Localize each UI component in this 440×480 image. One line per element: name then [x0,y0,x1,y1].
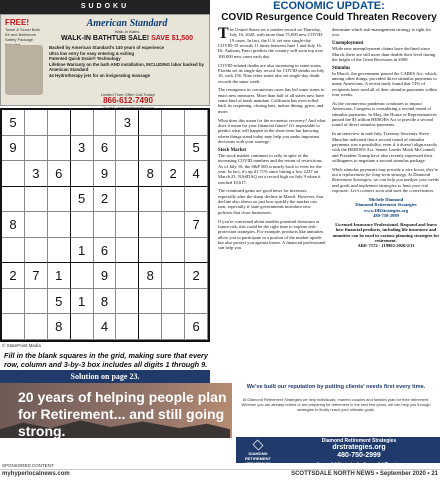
article-paragraph: If you're concerned about another potential downturn or future risk, this could be the right time to explore risk-protection strategies. For example, products like annuities allow you to participate in a portion of the market upside but also protect you against losses. A financial professional can help you [218,218,326,251]
article-paragraph: The stock market continues to rally in spite of the increasing COVID numbers and the return of restrictions. As of July 16, the S&P 500 is nearly back to even for the year. In fact, it's up 41.71% since hitting a low 2237 on March 23. NASDAQ set a record high on July 9 when it reached 10,617. [218,152,323,185]
sudoku-cell[interactable] [139,212,162,238]
bathtub-image [5,45,43,95]
sudoku-cell[interactable]: 6 [185,314,208,340]
sudoku-cell[interactable]: 9 [2,136,25,162]
sudoku-cell[interactable] [116,212,139,238]
sudoku-cell[interactable] [48,110,71,136]
license-note [332,222,440,249]
sudoku-cell[interactable] [185,187,208,213]
sudoku-cell[interactable]: 8 [94,289,117,315]
signature-name: Michele Diamond [368,196,404,202]
sudoku-instructions: Fill in the blank squares in the grid, making sure that every row, column and 3-by-3 box includes all digits 1 through 9. [4,351,208,369]
sudoku-cell[interactable] [25,212,48,238]
sudoku-cell[interactable]: 6 [94,238,117,264]
sudoku-cell[interactable] [116,314,139,340]
sudoku-cell[interactable] [116,238,139,264]
article-paragraph: In March, the government passed the CARES Act, which, among other things, provided direct stimulus payments to many Americans. A recent study found that 74% of recipients have used all of their stimulus payments within four weeks. [332,70,438,98]
sudoku-cell[interactable]: 2 [185,263,208,289]
sudoku-cell[interactable] [185,238,208,264]
ad-phone[interactable]: 866-612-7490 [103,96,153,105]
sudoku-cell[interactable] [25,238,48,264]
signature-phone[interactable]: 480-750-2999 [373,212,399,218]
article-paragraph: In an interview in mid-July, Treasury Secretary Steve Mnuchin indicated that a second round of stimulus payments was a possibility, even if it doesn't align exactly with the HEROES Act. Senate Leader Mitch McConnell and President Trump have also recently expressed their willingness to negotiate a second stimulus package. [332,131,438,163]
article-paragraph: What does this mean for the economic recovery? And what does it mean for your financial future? It's impossible to predict what will happen in the short-term but knowing where things stand today may help you make important decisions with your strategy. [218,117,326,145]
sudoku-cell[interactable] [116,161,139,187]
sudoku-cell[interactable] [48,212,71,238]
sudoku-cell[interactable]: 6 [94,136,117,162]
license-text: Licensed Insurance Professional. Respond and learn how financial products, including life insurance and annuities can be used in various planning strategies for retirement. [332,221,440,243]
sudoku-cell[interactable] [48,238,71,264]
heading-stimulus: Stimulus [332,65,351,71]
ad-company: Diamond Retirement Strategies [321,438,397,444]
footer-publication: SCOTTSDALE NORTH NEWS • September 2020 • 21 [291,471,438,477]
article-italic-note: While stimulus payments may provide a nice boost, they're not a replacement for long-term strategy. At Diamond Retirement Strategies, we can help you analyze your needs and goals and implement strategies to limit your risk exposure. Let's connect soon and start the conversation. [332,166,439,194]
sudoku-cell[interactable] [25,314,48,340]
sudoku-cell[interactable] [116,187,139,213]
ad-free-label [5,18,41,47]
article-kicker: ECONOMIC UPDATE: [273,0,385,12]
ad-web[interactable]: Or visit: www.walkintubs.com [102,105,154,110]
sudoku-cell[interactable]: 7 [185,212,208,238]
sudoku-cell[interactable] [2,187,25,213]
article-paragraph: The continued gains are good news for investors, especially after the sharp decline in March. However, that decline also shows us just how quickly the market can turn, especially if state governments introduce new policies that close businesses. [218,188,324,215]
ad-brand-sub: Walk-In Baths [114,29,140,34]
ad-headline: 20 years of helping people plan for Retirement... and still going strong. [18,389,227,439]
sudoku-cell[interactable]: 8 [139,263,162,289]
sudoku-cell[interactable] [162,263,185,289]
sudoku-cell[interactable] [139,314,162,340]
ad-phone-number[interactable]: 480-750-2999 [337,452,381,459]
sudoku-solution-note: Solution on page 23. [0,370,210,383]
lead-text: he United States set a somber record on Thursday, July 16, 2020, with more than 75,000 new COVID-19 cases. In fact, the U.S. set new single-day COVID-19 records 11 times between June 1 and July 16. Dr. Anthony Fauci predicts the country will soon top over 100,000 new cases each day. [218,27,324,59]
footer-url[interactable]: myhyperlocalnews.com [2,471,70,477]
sudoku-cell[interactable] [71,263,94,289]
sudoku-cell[interactable] [71,161,94,187]
free-note: Towel & Scrub Bath Kit and Bathroom Safety Package [5,27,40,42]
sudoku-cell[interactable] [48,187,71,213]
sudoku-cell[interactable] [71,212,94,238]
article-headline: COVID Resurgence Could Threaten Recovery [221,12,437,23]
sudoku-grid [0,108,210,342]
sudoku-cell[interactable] [116,136,139,162]
sudoku-cell[interactable] [185,289,208,315]
article-body [218,27,440,365]
sudoku-cell[interactable]: 9 [94,263,117,289]
sudoku-cell[interactable]: 6 [48,161,71,187]
ad-walkin-sale [47,35,207,42]
sudoku-cell[interactable]: 2 [2,263,25,289]
sudoku-cell[interactable] [139,238,162,264]
diamond-logo-icon [240,440,276,466]
sudoku-cell[interactable] [162,136,185,162]
ad-website[interactable]: drstrategies.org [332,444,386,451]
sudoku-cell[interactable] [71,314,94,340]
heading-unemployment: Unemployment [332,41,364,47]
sudoku-cell[interactable] [162,110,185,136]
ad-copy: At Diamond Retirement Strategies we help individuals, married couples and families plan for their retirement. Whether you are already retired or are preparing for retirement in the next few years, we can help you through strategies to finally reach your ultimate goals. [241,397,431,412]
sudoku-cell[interactable] [25,110,48,136]
sudoku-cell[interactable]: 9 [94,161,117,187]
sudoku-cell[interactable]: 5 [48,289,71,315]
sudoku-cell[interactable] [162,289,185,315]
free-text: FREE! [5,18,29,27]
walkin-save-amount: SAVE $1,500 [151,35,193,42]
sudoku-cell[interactable] [94,110,117,136]
sudoku-cell[interactable]: 3 [116,110,139,136]
sudoku-cell[interactable] [162,314,185,340]
sudoku-cell[interactable] [25,187,48,213]
ad-offer: Limited Time Offer! Call Today! [100,92,156,97]
signature-block [332,197,440,218]
sudoku-cell[interactable]: 3 [25,161,48,187]
article-paragraph: While new unemployment claims have declined since March, there are still more than double their level during the height of the Great Recession in 2009. [332,46,436,62]
sudoku-cell[interactable] [25,136,48,162]
sudoku-cell[interactable] [185,110,208,136]
diamond-mark [253,440,264,451]
drop-cap: T [218,25,229,42]
sudoku-cell[interactable]: 5 [2,110,25,136]
sudoku-cell[interactable]: 2 [162,161,185,187]
walkin-sale-text: WALK-IN BATHTUB SALE! [61,35,150,42]
sudoku-cell[interactable]: 2 [94,187,117,213]
ad-bullet: Ultra low entry for easy entering & exiting [49,50,135,56]
sudoku-cell[interactable] [162,212,185,238]
walkin-tub-ad[interactable] [0,14,210,110]
ad-tagline: We've built our reputation by putting clients' needs first every time. [246,384,426,390]
sudoku-cell[interactable]: 8 [48,314,71,340]
sudoku-title: SUDOKU [0,0,210,14]
ad-bullet: 44 Hydrotherapy jets for an invigorating massage [49,72,151,78]
sudoku-cell[interactable] [139,187,162,213]
sudoku-cell[interactable]: 7 [25,263,48,289]
sudoku-cell[interactable]: 5 [71,187,94,213]
sudoku-cell[interactable]: 4 [185,161,208,187]
sudoku-cell[interactable] [94,212,117,238]
ares-code: ARE-7172 - 119902-2020/2/11 [357,243,415,249]
ad-bullet: Lifetime Warranty on the bath AND installation, INCLUDING labor backed by American Standard [49,61,204,73]
sudoku-cell[interactable] [139,289,162,315]
sudoku-cell[interactable] [162,238,185,264]
sudoku-cell[interactable] [162,187,185,213]
sudoku-cell[interactable] [25,289,48,315]
ad-brand: American Standard [86,18,168,29]
logo-text: DIAMOND RETIREMENT STRATEGIES [245,451,271,466]
article-paragraph: As the coronavirus pandemic continues to impact Americans, Congress is considering a second round of stimulus payments. In May, the House of Representatives passed the $3 trillion HEROES Act to provide a second round of direct stimulus payments. [332,100,437,128]
article-paragraph: determine which risk-management strategy is right for you. [332,27,431,38]
sudoku-cell[interactable]: 5 [185,136,208,162]
ad-bullet: Backed by American Standard's 140 years of experience [49,45,165,50]
ad-slogan: Successful Strategies for Successful Planning [316,461,402,466]
sudoku-cell[interactable] [116,289,139,315]
sudoku-cell[interactable]: 8 [139,161,162,187]
sudoku-cell[interactable] [2,238,25,264]
sudoku-cell[interactable] [116,263,139,289]
sudoku-cell[interactable] [139,110,162,136]
sudoku-cell[interactable]: 1 [71,238,94,264]
sudoku-cell[interactable] [2,314,25,340]
ad-bullets [49,45,207,79]
article-lead [218,27,326,59]
sudoku-cell[interactable] [2,161,25,187]
sudoku-cell[interactable] [139,136,162,162]
sudoku-cell[interactable]: 1 [71,289,94,315]
article-paragraph: COVID-related deaths are also increasing in some states. Florida set its single day record for COVID deaths on July 16, with 156. Nine other states also set single-day death records the same week. [218,62,325,84]
sudoku-cell[interactable] [71,110,94,136]
sudoku-cell[interactable]: 8 [2,212,25,238]
signature-site[interactable]: www.DRStrategies.org [363,207,409,213]
sudoku-cell[interactable]: 1 [48,263,71,289]
sudoku-cell[interactable] [48,136,71,162]
article-paragraph: The resurgence in coronavirus cases has led some states to enact new measures. More than half of all states now have some kind of mask mandate. California has even rolled back its reopening, closing bars, indoor dining, gyms, and more. [218,87,325,114]
signature-company: Diamond Retirement Strategies [355,202,417,208]
sponsored-label: SPONSORED CONTENT [2,463,54,468]
sudoku-credit: © StatePoint Media [2,343,41,348]
sudoku-cell[interactable]: 3 [71,136,94,162]
heading-stock-market: Stock Market [218,147,247,153]
ad-bullet: Patented Quick Drain® Technology [49,56,121,62]
sudoku-cell[interactable] [2,289,25,315]
sudoku-cell[interactable]: 4 [94,314,117,340]
